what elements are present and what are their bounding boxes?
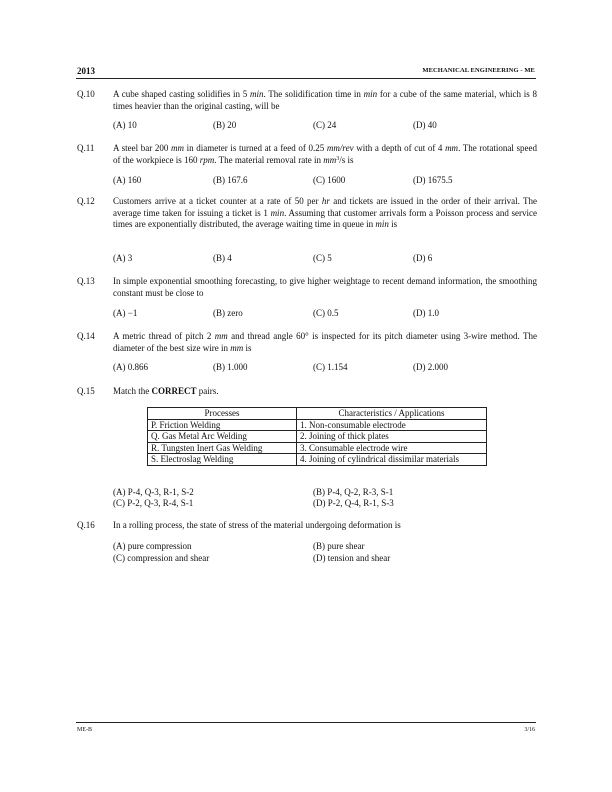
option-a: (A) 3 [113, 253, 133, 263]
question-text: In simple exponential smoothing forecasting, to give higher weightage to recent demand information, the smoothing constant must be close to [113, 276, 537, 298]
table-cell: Q. Gas Metal Arc Welding [148, 431, 297, 443]
option-c: (C) P-2, Q-3, R-4, S-1 [113, 498, 194, 508]
question-number: Q.10 [77, 89, 95, 99]
question-number: Q.12 [77, 196, 95, 206]
table-cell: R. Tungsten Inert Gas Welding [148, 442, 297, 454]
option-a: (A) pure compression [113, 541, 192, 551]
question-14 [77, 331, 537, 354]
exam-year: 2013 [77, 66, 95, 76]
question-text: Match the CORRECT pairs. [113, 386, 219, 396]
option-a: (A) P-4, Q-3, R-1, S-2 [113, 487, 194, 497]
table-cell: S. Electroslag Welding [148, 454, 297, 466]
question-text: A metric thread of pitch 2 mm and thread angle 60° is inspected for its pitch diameter using 3-wire method. The diameter of the best size wire in mm is [113, 331, 537, 353]
option-a: (A) 160 [113, 175, 142, 185]
table-cell: P. Friction Welding [148, 419, 297, 431]
question-text: In a rolling process, the state of stress of the material undergoing deformation is [113, 520, 401, 530]
option-a: (A) −1 [113, 308, 138, 318]
paper-code: ME-B [77, 727, 92, 733]
option-c: (C) 24 [313, 120, 337, 130]
option-d: (D) 2.000 [413, 362, 448, 372]
question-15 [77, 386, 537, 398]
question-number: Q.15 [77, 386, 95, 396]
question-10 [77, 89, 537, 112]
footer-divider [76, 722, 536, 723]
option-c: (C) compression and shear [113, 553, 210, 563]
option-d: (D) P-2, Q-4, R-1, S-3 [313, 498, 394, 508]
option-b: (B) pure shear [313, 541, 365, 551]
table-cell: 4. Joining of cylindrical dissimilar materials [297, 454, 487, 466]
table-cell: 3. Consumable electrode wire [297, 442, 487, 454]
option-d: (D) 6 [413, 253, 433, 263]
question-number: Q.16 [77, 520, 95, 530]
option-c: (C) 5 [313, 253, 332, 263]
question-11 [77, 143, 537, 166]
option-b: (B) zero [213, 308, 243, 318]
question-number: Q.13 [77, 276, 95, 286]
option-b: (B) P-4, Q-2, R-3, S-1 [313, 487, 394, 497]
option-d: (D) 1.0 [413, 308, 439, 318]
question-text: A cube shaped casting solidifies in 5 min. The solidification time in min for a cube of the same material, which is 8 times heavier than the original casting, will be [113, 89, 537, 111]
match-table [147, 407, 487, 466]
option-b: (B) 4 [213, 253, 232, 263]
option-d: (D) 1675.5 [413, 175, 453, 185]
table-row [148, 431, 487, 443]
header-divider [76, 78, 536, 79]
table-header-characteristics: Characteristics / Applications [297, 408, 487, 420]
option-c: (C) 0.5 [313, 308, 339, 318]
option-c: (C) 1600 [313, 175, 346, 185]
exam-subject: MECHANICAL ENGINEERING - ME [422, 67, 535, 74]
option-c: (C) 1.154 [313, 362, 348, 372]
option-a: (A) 10 [113, 120, 137, 130]
question-number: Q.14 [77, 331, 95, 341]
option-d: (D) tension and shear [313, 553, 391, 563]
question-text: A steel bar 200 mm in diameter is turned at a feed of 0.25 mm/rev with a depth of cut of 4 mm. The rotational speed of the workpiece is 160 rpm. The material removal rate in $mm^3/s$ is [113, 143, 537, 165]
question-12 [77, 196, 537, 231]
option-b: (B) 20 [213, 120, 237, 130]
question-13 [77, 276, 537, 299]
table-cell: 1. Non-consumable electrode [297, 419, 487, 431]
option-d: (D) 40 [413, 120, 437, 130]
option-b: (B) 167.6 [213, 175, 248, 185]
option-a: (A) 0.866 [113, 362, 148, 372]
question-text: Customers arrive at a ticket counter at a rate of 50 per hr and tickets are issued in the order of their arrival. The average time taken for issuing a ticket is 1 min. Assuming that customer arrivals form a Poisson process and service times are exponentially distributed, the average waiting time in queue in min is [113, 196, 537, 230]
table-row [148, 454, 487, 466]
question-16 [77, 520, 537, 532]
table-header-processes: Processes [148, 408, 297, 420]
page-number: 3/16 [524, 727, 535, 733]
option-b: (B) 1.000 [213, 362, 248, 372]
table-row [148, 419, 487, 431]
table-header-row [148, 408, 487, 420]
question-number: Q.11 [77, 143, 95, 153]
table-row [148, 442, 487, 454]
table-cell: 2. Joining of thick plates [297, 431, 487, 443]
